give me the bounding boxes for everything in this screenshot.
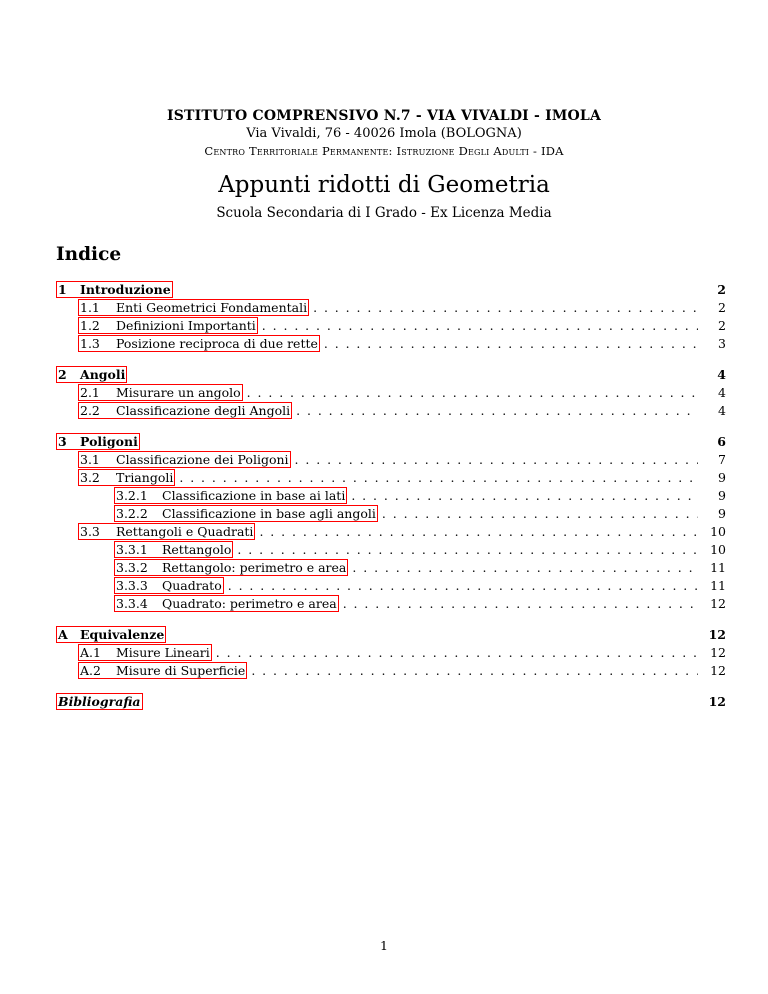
toc-link[interactable] (78, 451, 291, 468)
toc-label: Bibliografia (58, 694, 141, 709)
toc-number: A (58, 627, 68, 642)
toc-entry (56, 559, 726, 577)
toc-number: 2 (58, 367, 67, 382)
toc-number: 1.3 (80, 336, 100, 351)
toc-number: 3.3 (80, 524, 100, 539)
toc-entry (56, 317, 726, 335)
toc-entry (56, 595, 726, 613)
toc-label: Angoli (80, 367, 126, 382)
toc-page[interactable]: 12 (708, 627, 726, 642)
table-of-contents (56, 281, 726, 711)
toc-leader-dots (216, 644, 698, 662)
toc-number: A.1 (80, 645, 101, 660)
toc-leader-dots (259, 523, 698, 541)
toc-label: Quadrato (162, 578, 222, 593)
toc-number: 1.2 (80, 318, 100, 333)
toc-label: Misure di Superficie (116, 663, 246, 678)
toc-leader-dots (343, 595, 698, 613)
toc-leader-dots (351, 487, 698, 505)
toc-leader-dots (296, 402, 698, 420)
toc-label: Misure Lineari (116, 645, 210, 660)
toc-number: 1 (58, 282, 67, 297)
toc-page[interactable]: 12 (710, 645, 726, 660)
toc-entry (56, 644, 726, 662)
toc-number: 3.3.1 (116, 542, 148, 557)
toc-page[interactable]: 4 (717, 367, 726, 382)
toc-label: Classificazione degli Angoli (116, 403, 291, 418)
toc-number: 3.3.2 (116, 560, 148, 575)
toc-leader-dots (295, 451, 698, 469)
school-name: ISTITUTO COMPRENSIVO N.7 - VIA VIVALDI - IMOLA (166, 108, 602, 124)
toc-link[interactable] (78, 299, 309, 316)
toc-number: 1.1 (80, 300, 100, 315)
toc-label: Poligoni (80, 434, 138, 449)
toc-label: Triangoli (116, 470, 174, 485)
toc-link[interactable] (56, 433, 140, 450)
toc-page[interactable]: 2 (717, 282, 726, 297)
toc-entry (56, 577, 726, 595)
toc-entry (56, 366, 726, 384)
toc-link[interactable] (56, 281, 173, 298)
toc-leader-dots (251, 662, 698, 680)
toc-label: Quadrato: perimetro e area (162, 596, 337, 611)
toc-leader-dots (237, 541, 698, 559)
toc-link[interactable] (114, 505, 378, 522)
toc-label: Rettangoli e Quadrati (116, 524, 254, 539)
toc-link[interactable] (114, 595, 339, 612)
toc-entry (56, 541, 726, 559)
toc-label: Introduzione (80, 282, 171, 297)
toc-leader-dots (247, 384, 698, 402)
toc-page[interactable]: 10 (710, 542, 726, 557)
toc-page[interactable]: 4 (718, 403, 726, 418)
toc-link[interactable] (78, 402, 292, 419)
toc-entry (56, 469, 726, 487)
toc-label: Misurare un angolo (116, 385, 241, 400)
toc-link[interactable] (114, 559, 348, 576)
document-subtitle: Scuola Secondaria di I Grado - Ex Licenza Media (216, 205, 552, 221)
toc-leader-dots (179, 469, 698, 487)
toc-label: Definizioni Importanti (116, 318, 256, 333)
toc-leader-dots (324, 335, 698, 353)
toc-entry (56, 384, 726, 402)
toc-leader-dots (313, 299, 698, 317)
toc-link[interactable] (78, 662, 247, 679)
toc-link[interactable] (78, 317, 258, 334)
toc-link[interactable] (78, 523, 255, 540)
toc-number: 3.1 (80, 452, 100, 467)
toc-entry (56, 487, 726, 505)
toc-number: 2.2 (80, 403, 100, 418)
toc-page[interactable]: 11 (710, 578, 726, 593)
toc-page[interactable]: 9 (718, 470, 726, 485)
toc-number: 3.2.2 (116, 506, 148, 521)
toc-page[interactable]: 2 (718, 300, 726, 315)
toc-page[interactable]: 12 (710, 663, 726, 678)
toc-page[interactable]: 12 (708, 694, 726, 709)
toc-link[interactable] (78, 384, 243, 401)
toc-entry (56, 451, 726, 469)
toc-label: Classificazione in base agli angoli (162, 506, 376, 521)
toc-leader-dots (352, 559, 698, 577)
toc-link[interactable] (56, 693, 143, 710)
toc-page[interactable]: 7 (718, 452, 726, 467)
toc-label: Rettangolo (162, 542, 232, 557)
toc-entry (56, 335, 726, 353)
toc-page[interactable]: 2 (718, 318, 726, 333)
toc-label: Rettangolo: perimetro e area (162, 560, 347, 575)
toc-label: Posizione reciproca di due rette (116, 336, 318, 351)
toc-page[interactable]: 12 (710, 596, 726, 611)
toc-page[interactable]: 9 (718, 488, 726, 503)
toc-label: Classificazione in base ai lati (162, 488, 346, 503)
toc-number: 2.1 (80, 385, 100, 400)
toc-link[interactable] (78, 335, 320, 352)
school-address: Via Vivaldi, 76 - 40026 Imola (BOLOGNA) (246, 126, 522, 141)
index-heading: Indice (56, 244, 122, 265)
toc-link[interactable] (56, 366, 127, 383)
toc-leader-dots (228, 577, 698, 595)
toc-link[interactable] (78, 469, 175, 486)
toc-number: 3.2 (80, 470, 100, 485)
center-name: Centro Territoriale Permanente: Istruzione Degli Adulti - IDA (204, 144, 564, 158)
toc-number: 3.3.3 (116, 578, 148, 593)
document-title: Appunti ridotti di Geometria (218, 172, 550, 198)
toc-page[interactable]: 11 (710, 560, 726, 575)
toc-number: A.2 (80, 663, 101, 678)
toc-link[interactable] (114, 487, 347, 504)
toc-leader-dots (382, 505, 698, 523)
toc-page[interactable]: 6 (717, 434, 726, 449)
toc-number: 3 (58, 434, 67, 449)
toc-entry (56, 402, 726, 420)
toc-number: 3.2.1 (116, 488, 148, 503)
toc-entry (56, 523, 726, 541)
page-number: 1 (380, 938, 388, 953)
toc-link[interactable] (78, 644, 212, 661)
toc-entry (56, 281, 726, 299)
toc-page[interactable]: 10 (710, 524, 726, 539)
toc-leader-dots (262, 317, 698, 335)
toc-link[interactable] (114, 541, 233, 558)
toc-page[interactable]: 3 (718, 336, 726, 351)
document-header (0, 108, 768, 158)
toc-link[interactable] (114, 577, 224, 594)
toc-label: Classificazione dei Poligoni (116, 452, 289, 467)
toc-entry (56, 299, 726, 317)
toc-entry (56, 626, 726, 644)
toc-entry (56, 693, 726, 711)
toc-entry (56, 433, 726, 451)
toc-label: Enti Geometrici Fondamentali (116, 300, 308, 315)
toc-label: Equivalenze (80, 627, 165, 642)
toc-number: 3.3.4 (116, 596, 148, 611)
toc-page[interactable]: 4 (718, 385, 726, 400)
toc-entry (56, 662, 726, 680)
toc-entry (56, 505, 726, 523)
toc-page[interactable]: 9 (718, 506, 726, 521)
toc-link[interactable] (56, 626, 166, 643)
